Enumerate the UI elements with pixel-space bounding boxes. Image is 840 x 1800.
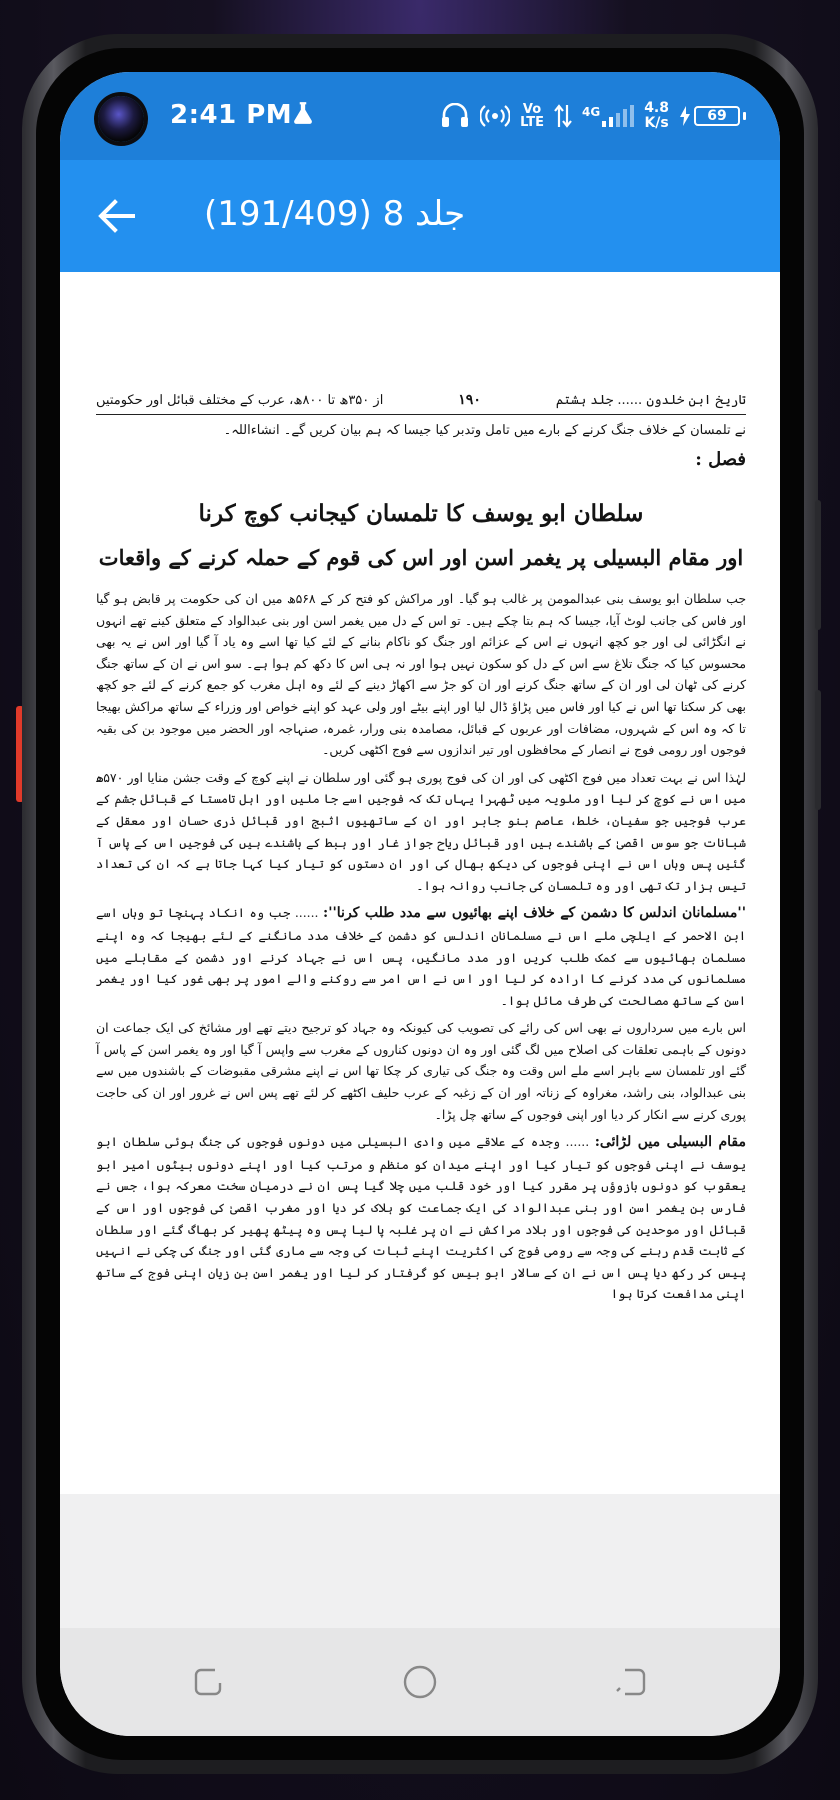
chapter-range: از ۳۵۰ھ تا ۸۰۰ھ، عرب کے مختلف قبائل اور حکومتیں [96,393,384,408]
page-background-area [60,1494,780,1642]
battery-icon [694,106,740,126]
front-camera [98,96,144,142]
chapter-heading: سلطان ابو یوسف کا تلمسان کیجانب کوچ کرنا [198,500,644,527]
battery-cap [743,112,746,120]
book-title: تاریخ ابن خلدون ...... جلد ہشتم [555,393,746,408]
page-number: ۱۹۰ [458,392,481,408]
chapter-subheading: اور مقام البسیلی پر یغمر اسن اور اس کی قوم کے حملہ کرنے کے واقعات [98,545,744,570]
phone-volume-button [815,500,821,630]
paragraph [96,902,746,1011]
status-icons [440,92,746,140]
signal-strength [582,105,634,127]
paragraph: اس بارے میں سرداروں نے بھی اس کی رائے کی تصویب کی کیونکہ وہ جہاد کو ترجیح دیتے تھے اور مشائخ کی ایک جماعت ان دونوں کے باہمی تعلقات کی اصلاح میں لگ گئی اور وہ ان دونوں کناروں کے مغرب سے واپس آ گیا اور وہ یغمر اسن کے پاس آ گئے اور تلمسان سے باہر اسے ملے اس وقت وہ جنگ کی تیاری کر چکا تھا اس نے اپنے مشرقی مقبوضات کے باشندوں میں سے بنی عبدالواد، بنی راشد، مغراوہ کے زناتہ اور ان کے زغبہ کے عرب حلیف اکٹھے کر لئے تھے پس اس نے غرور اور ان کی حاجت پوری کرنے سے انکار کر دیا اور اپنی فوجوں کے ساتھ چل پڑا۔ [96,1020,746,1122]
page-header [96,392,746,415]
battery-level: 69 [707,108,727,124]
speed-value: 4.8 [644,100,669,116]
paragraph [96,1131,746,1305]
section-label: فصل : [695,449,746,470]
document-page-view[interactable] [60,272,780,1494]
charging-bolt-icon [679,106,691,126]
battery-indicator [679,106,746,126]
phone-screen [60,72,780,1736]
back-gesture-icon [613,1667,647,1697]
paragraph-text: ...... وجدہ کے علاقے میں وادی البسیلی میں دونوں فوجوں کی جنگ ہوئی سلطان ابو یوسف نے اپنی فوجوں کو تیار کیا اور اپنے میدان کو منظم و مرتب کیا اور اپنے دونوں بیٹوں امیر ابو یعقوب کو دونوں بازوؤں پر مقرر کیا اور خود قلب میں چلا گیا پس ان نے درمیان سخت معرکہ ہوا، جس نے فارس بن یغمر اسن اور بنی عبدالواد کی ایک جماعت کو ہلاک کر دیا اور مغرب اقصیٰ کی فوجوں اور اس کے قبائل اور موحدین کی فوجوں اور بلاد مراکش نے ان پر غلبہ پا لیا پس وہ پیٹھ پھیر کر بھاگ گئے اور سلطان کے ثابت قدم رہنے کی وجہ سے رومی فوج کی اکثریت اپنے ثبات کی وجہ سے ماری گئی اور جنگ کی چکی نے انہیں پیس کر رکھ دیا پس اس نے ان کے سالار ابو بیس کو گرفتار کر لیا اور یغمر اسن بن زیان اپنی فوج کے ساتھ اپنی مدافعت کرتا ہوا [96,1134,746,1302]
system-navigation-bar [60,1628,780,1736]
back-nav-button[interactable] [598,1650,662,1714]
back-button[interactable] [88,190,144,242]
flask-icon [290,100,316,126]
phone-power-button [815,690,821,810]
recent-apps-button[interactable] [178,1650,242,1714]
volte-label: Vo [522,102,542,117]
continuation-line: نے تلمسان کے خلاف جنگ کرنے کے بارے میں تامل وتدبر کیا جیسا کہ ہم بیان کریں گے۔ انشاءاللہ۔ [223,423,746,438]
paragraph: لہٰذا اس نے بہت تعداد میں فوج اکٹھی کی اور ان کی فوج پوری ہو گئی اور سلطان نے اپنے کوچ کے وقت جشن منایا اور ۵۷۰ھ میں اس نے کوچ کر لیا اور ملویہ میں ٹھہرا یہاں تک کہ فوجیں اسے جا ملیں اور اہل تامستا کے قبائل جشم کے عرب فوجیں جو سفیان، خلط، عاصم بنو جابر اور ان کے ساتھیوں اثبج اور قبائل ذری حسان اور معقل کے شبانات جو سوس اقصیٰ کے باشندے ہیں اور قبائل ریاح جواز غار اور ہبط کے باشندے ہیں کی فوجیں اس کے پاس آ گئیں پس وہاں اس نے اپنی فوجوں کی دیکھ بھال کی اور ان دستوں کو تیار کیا کہا جاتا ہے کہ ان کی تعداد تیس ہزار تک تھی اور وہ تلمسان کی جانب روانہ ہوا۔ [96,769,746,893]
scanned-page [96,392,746,1311]
home-button[interactable] [388,1650,452,1714]
data-arrows-icon [554,103,572,129]
home-circle-icon [402,1664,438,1700]
signal-bars-icon [602,105,634,127]
hotspot-icon [480,104,510,128]
volte-indicator [520,103,544,129]
speed-unit: K/s [644,115,669,131]
page-title: جلد 8 (191/409) [204,194,466,234]
section-subheading: ''مسلمانان اندلس کا دشمن کے خلاف اپنے بھائیوں سے مدد طلب کرنا'': [323,905,746,922]
arrow-back-icon [97,199,135,233]
section-subheading: مقام البسیلی میں لڑائی: [594,1134,746,1151]
network-type-label: 4G [581,105,601,119]
paragraph-text: ...... جب وہ انکاد پہنچا تو وہاں اسے ابن الاحمر کے ایلچی ملے اس نے مسلمانان اندلس کو دشمن کے خلاف مدد مانگنے کے لئے بھیجا کہ وہ اپنے مسلمان بھائیوں سے کمک طلب کریں اور مدد مانگیں، پس اس نے جہاد کرنے اور دشمن کے مقابلے میں مسلمانوں کی مدد کرنے کا ارادہ کر لیا اور اس نے اس امر سے روکنے والے امور پر بھی غور کیا اور یغمر اسن کے ساتھ مصالحت کی طرف مائل ہوا۔ [96,905,746,1008]
status-time: 2:41 PM [170,100,293,130]
status-bar [60,72,780,160]
headset-icon [440,103,470,129]
network-speed [644,101,669,131]
lte-label: LTE [520,115,544,130]
paragraph: جب سلطان ابو یوسف بنی عبدالمومن پر غالب ہو گیا۔ اور مراکش کو فتح کر کے ۵۶۸ھ میں ان کی حکومت پر قابض ہو گیا اور فاس کی جانب لوٹ آیا، جیسا کہ ہم بتا چکے ہیں۔ تو اس کے دل میں یغمر اسن اور بنی عبدالواد کے متعلق کینے تھے انہوں نے انگڑائی لی اور جو کچھ انہوں نے اس کے عزائم اور جنگ کو ناکام بنانے کے لئے کیا تھا اسے وہ یاد آ گیا اور اس نے یہ بھی محسوس کیا کہ جنگ تلاغ سے اس کے دل کو سکون نہیں ہوا اور نہ ہی اس کا دکھ کم ہوا ہے۔ سو اس نے ان کے ساتھ جنگ کرنے کی ٹھان لی اور ان کے ساتھ جنگ کرنے اور ان کو جڑ سے اکھاڑ دینے کے لئے وہ اہل مغرب کو جمع کرنے کے لئے جو کچھ بھی کر سکتا تھا اس نے کیا اور فاس میں پڑاؤ ڈال لیا اور اپنے بیٹے اور ولی عہد کو اپنے خواص اور وزراء کے ساتھ مراکش بھیجا تا کہ وہ اس کے شہروں، مضافات اور عربوں کے قبائل، مصامدہ بنی ورار، غمرہ، صنہاجہ اور الحضر میں موجود بن کی بقیہ فوجوں اور رومی فوج نے انصار کے محافظوں اور تیر اندازوں سے فوج اکٹھی کریں۔ [96,591,746,758]
recents-icon [193,1667,227,1697]
app-bar [60,160,780,272]
